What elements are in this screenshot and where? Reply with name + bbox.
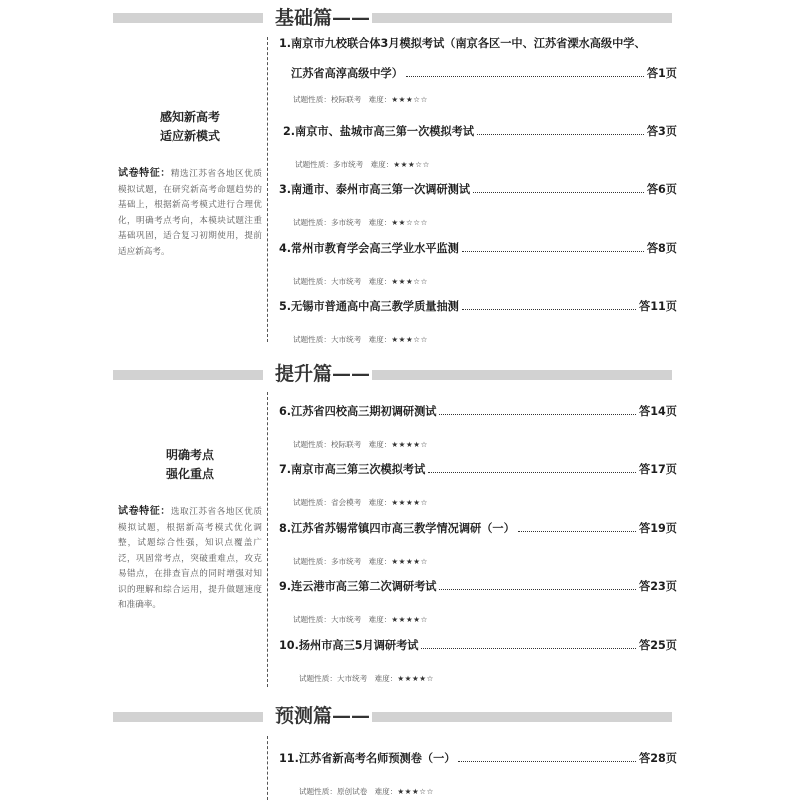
meta-type: 试题性质：校际联考: [293, 440, 362, 449]
section-description: [118, 166, 262, 260]
entry-title-line: [279, 518, 677, 538]
toc-entry[interactable]: [279, 121, 677, 170]
difficulty-stars: ★★★☆☆: [397, 787, 434, 796]
dot-leader: [421, 635, 636, 649]
difficulty-stars: ★★★★☆: [391, 615, 428, 624]
meta-difficulty-label: 难度：: [368, 218, 392, 227]
answer-page: 答19页: [639, 522, 677, 535]
section-header-bar-left: [113, 13, 263, 23]
entry-title-line: [279, 748, 677, 768]
entry-title-line: [279, 34, 677, 54]
dot-leader: [439, 576, 636, 590]
dot-leader: [406, 63, 644, 77]
difficulty-stars: ★★★☆☆: [391, 277, 428, 286]
side-title-line-2: 适应新模式: [159, 129, 220, 143]
description-label: 试卷特征：: [118, 506, 171, 517]
entry-title: 5.无锡市普通高中高三教学质量抽测: [279, 300, 459, 313]
answer-page: 答6页: [646, 183, 677, 196]
dot-leader: [477, 121, 644, 135]
toc-entry[interactable]: [279, 179, 677, 228]
meta-difficulty-label: 难度：: [368, 335, 392, 344]
meta-type: 试题性质：多市统考: [295, 160, 364, 169]
answer-page: 答11页: [639, 300, 677, 313]
dot-leader: [473, 179, 644, 193]
meta-type: 试题性质：大市统考: [293, 335, 362, 344]
difficulty-stars: ★★★☆☆: [393, 160, 430, 169]
divider-line: [267, 37, 268, 342]
meta-type: 试题性质：大市统考: [293, 615, 362, 624]
toc-entry[interactable]: [279, 401, 677, 450]
divider-line: [267, 392, 268, 687]
meta-difficulty-label: 难度：: [368, 615, 392, 624]
entry-title-line: [279, 296, 677, 316]
entry-title: 2.南京市、盐城市高三第一次模拟考试: [283, 125, 475, 138]
entry-title: 3.南通市、泰州市高三第一次调研测试: [279, 183, 471, 196]
entry-meta: [279, 276, 677, 287]
difficulty-stars: ★★★★☆: [391, 557, 428, 566]
entry-title: 7.南京市高三第三次模拟考试: [279, 463, 426, 476]
difficulty-stars: ★★★★☆: [391, 498, 428, 507]
entry-title-line: [279, 179, 677, 199]
difficulty-stars: ★★☆☆☆: [391, 218, 428, 227]
entry-title: 9.连云港市高三第二次调研考试: [279, 580, 437, 593]
entry-title-line: [279, 635, 677, 655]
dot-leader: [439, 401, 636, 415]
difficulty-stars: ★★★★☆: [397, 674, 434, 683]
toc-entry[interactable]: [279, 238, 677, 287]
answer-page: 答28页: [639, 752, 677, 765]
meta-type: 试题性质：省会模考: [293, 498, 362, 507]
toc-entry[interactable]: [279, 518, 677, 567]
entry-title-line: [279, 576, 677, 596]
meta-difficulty-label: 难度：: [368, 440, 392, 449]
side-title-line-2: 强化重点: [165, 467, 214, 481]
dot-leader: [462, 296, 636, 310]
section-header-bar-right: [372, 370, 672, 380]
entry-title-line: [279, 238, 677, 258]
dot-leader: [462, 238, 644, 252]
toc-entry[interactable]: [279, 296, 677, 345]
section-sidebar: [118, 446, 262, 614]
entry-title-line: [279, 121, 677, 141]
entry-title-line: [279, 63, 677, 83]
section-header-bar-left: [113, 370, 263, 380]
entry-meta: [279, 673, 677, 684]
section-title: 提升篇——: [275, 363, 371, 385]
meta-difficulty-label: 难度：: [368, 557, 392, 566]
divider-line: [267, 736, 268, 800]
section-title: 基础篇——: [275, 7, 371, 29]
description-label: 试卷特征：: [118, 168, 171, 179]
answer-page: 答1页: [646, 67, 677, 80]
entry-meta: [279, 786, 677, 797]
answer-page: 答23页: [639, 580, 677, 593]
entry-title-line: [279, 459, 677, 479]
difficulty-stars: ★★★☆☆: [391, 95, 428, 104]
entry-title: 4.常州市教育学会高三学业水平监测: [279, 242, 459, 255]
toc-entry[interactable]: [279, 635, 677, 684]
section-description: [118, 504, 262, 614]
answer-page: 答14页: [639, 405, 677, 418]
meta-difficulty-label: 难度：: [374, 674, 398, 683]
entry-title: 10.扬州市高三5月调研考试: [279, 639, 419, 652]
entry-title: 6.江苏省四校高三期初调研测试: [279, 405, 437, 418]
answer-page: 答17页: [639, 463, 677, 476]
description-text: 精选江苏省各地区优质模拟试题，在研究新高考命题趋势的基础上，根据新高考模式进行合理优化，明确考点考向，本模块试题注重基础巩固，适合复习初期使用，提前适应新高考。: [118, 169, 262, 257]
entry-meta: [279, 334, 677, 345]
side-title-line-1: 明确考点: [165, 448, 214, 462]
entry-title-line: [279, 401, 677, 421]
section-header-bar-right: [372, 712, 672, 722]
section-sidebar: [118, 108, 262, 260]
toc-entry[interactable]: [279, 34, 677, 105]
meta-difficulty-label: 难度：: [374, 787, 398, 796]
meta-type: 试题性质：校际联考: [293, 95, 362, 104]
meta-type: 试题性质：多市统考: [293, 557, 362, 566]
dot-leader: [518, 518, 636, 532]
difficulty-stars: ★★★★☆: [391, 440, 428, 449]
meta-difficulty-label: 难度：: [368, 498, 392, 507]
meta-type: 试题性质：大市统考: [299, 674, 368, 683]
entry-meta: [279, 497, 677, 508]
meta-difficulty-label: 难度：: [368, 95, 392, 104]
section-header-bar-right: [372, 13, 672, 23]
answer-page: 答8页: [646, 242, 677, 255]
meta-type: 试题性质：原创试卷: [299, 787, 368, 796]
entry-meta: [279, 94, 677, 105]
meta-type: 试题性质：多市统考: [293, 218, 362, 227]
section-title: 预测篇——: [275, 705, 371, 727]
entry-meta: [279, 556, 677, 567]
toc-entry[interactable]: [279, 459, 677, 508]
entry-title: 1.南京市九校联合体3月模拟考试（南京各区一中、江苏省溧水高级中学、: [279, 37, 646, 50]
entry-meta: [279, 614, 677, 625]
meta-type: 试题性质：大市统考: [293, 277, 362, 286]
entry-meta: [279, 217, 677, 228]
meta-difficulty-label: 难度：: [370, 160, 394, 169]
answer-page: 答25页: [639, 639, 677, 652]
answer-page: 答3页: [646, 125, 677, 138]
description-text: 选取江苏省各地区优质模拟试题，根据新高考模式优化调整，试题综合性强，知识点覆盖广泛，巩固常考点，突破重难点，攻克易错点，在排查盲点的同时增强对知识的理解和综合运用，提升做题速度和准确率。: [118, 507, 262, 610]
entry-title: 11.江苏省新高考名师预测卷（一）: [279, 752, 456, 765]
dot-leader: [428, 459, 636, 473]
toc-entry[interactable]: [279, 748, 677, 797]
entry-title: 8.江苏省苏锡常镇四市高三教学情况调研（一）: [279, 522, 515, 535]
difficulty-stars: ★★★☆☆: [391, 335, 428, 344]
entry-meta: [279, 159, 677, 170]
entry-title-cont: 江苏省高淳高级中学）: [291, 67, 403, 80]
side-title-line-1: 感知新高考: [159, 110, 220, 124]
meta-difficulty-label: 难度：: [368, 277, 392, 286]
section-header-bar-left: [113, 712, 263, 722]
toc-entry[interactable]: [279, 576, 677, 625]
entry-meta: [279, 439, 677, 450]
dot-leader: [458, 748, 636, 762]
